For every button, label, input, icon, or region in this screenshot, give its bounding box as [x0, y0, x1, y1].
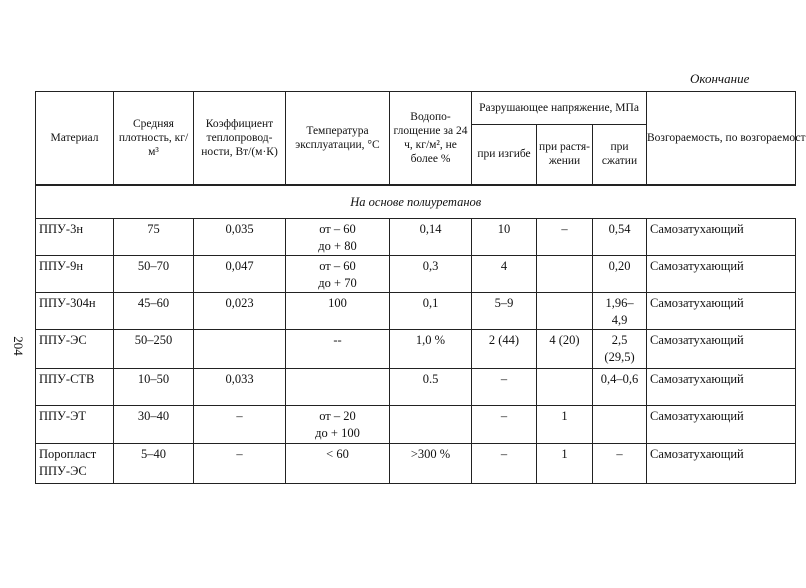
cell-water-absorption: [390, 405, 472, 443]
cell-stress-compression-line-1: –: [616, 446, 623, 461]
cell-stress-compression: [593, 255, 647, 292]
cell-density: 5–40: [114, 443, 194, 483]
cell-stress-tension: [537, 292, 593, 329]
cell-stress-tension: 4 (20): [537, 329, 593, 368]
header-temperature: Температура эксплуатации, °С: [286, 92, 390, 185]
cell-temperature: [286, 368, 390, 405]
cell-conductivity: [194, 329, 286, 368]
cell-water-absorption: 0.5: [390, 368, 472, 405]
cell-stress-tension: –: [537, 218, 593, 255]
cell-water-absorption: 0,3: [390, 255, 472, 292]
table-body: [36, 185, 796, 484]
cell-temperature-line-1: от – 20: [319, 408, 356, 423]
cell-water-absorption: >300 %: [390, 443, 472, 483]
cell-flammability: Самозатухающий: [647, 405, 796, 443]
header-density: Средняя плотность, кг/м³: [114, 92, 194, 185]
header-stress-group: Разрушающее напряжение, МПа: [472, 92, 647, 125]
cell-temperature: [286, 405, 390, 443]
cell-stress-bending: 10: [472, 218, 537, 255]
table-row: [36, 292, 796, 329]
cell-stress-compression-line-1: 0,4–0,6: [600, 371, 639, 386]
cell-flammability: Самозатухающий: [647, 329, 796, 368]
header-stress-tension: при растя-жении: [537, 125, 593, 185]
cell-stress-compression-line-1: 0,54: [608, 221, 631, 236]
cell-stress-bending: –: [472, 405, 537, 443]
cell-stress-bending: 2 (44): [472, 329, 537, 368]
cell-stress-bending: –: [472, 443, 537, 483]
cell-temperature-line-1: от – 60: [319, 258, 356, 273]
cell-temperature: [286, 443, 390, 483]
cell-temperature-line-1: 100: [328, 295, 347, 310]
page-number: 204: [10, 336, 26, 356]
cell-conductivity: 0,023: [194, 292, 286, 329]
cell-conductivity: 0,047: [194, 255, 286, 292]
header-water-absorption: Водопо-глощение за 24 ч, кг/м², не более %: [390, 92, 472, 185]
cell-density: 45–60: [114, 292, 194, 329]
cell-material: ППУ-ЭС: [36, 329, 114, 368]
cell-flammability: Самозатухающий: [647, 255, 796, 292]
cell-density: 50–70: [114, 255, 194, 292]
cell-density: 10–50: [114, 368, 194, 405]
cell-material: Поропласт ППУ-ЭС: [36, 443, 114, 483]
cell-stress-compression: [593, 368, 647, 405]
cell-stress-tension: [537, 255, 593, 292]
section-title: На основе полиуретанов: [36, 185, 796, 219]
cell-temperature-line-2: до + 70: [318, 275, 357, 290]
cell-temperature-line-1: от – 60: [319, 221, 356, 236]
cell-water-absorption: 1,0 %: [390, 329, 472, 368]
table-row: [36, 329, 796, 368]
cell-density: 50–250: [114, 329, 194, 368]
cell-temperature: [286, 218, 390, 255]
header-flammability: Возгораемость, по возгораемост: [647, 92, 796, 185]
cell-material: ППУ-ЭТ: [36, 405, 114, 443]
cell-stress-bending: –: [472, 368, 537, 405]
cell-stress-compression-line-1: 2,5: [611, 332, 628, 347]
cell-stress-compression: [593, 329, 647, 368]
cell-flammability: Самозатухающий: [647, 368, 796, 405]
cell-flammability: Самозатухающий: [647, 443, 796, 483]
header-stress-bending: при изгибе: [472, 125, 537, 185]
table-row: [36, 443, 796, 483]
cell-stress-tension: 1: [537, 443, 593, 483]
properties-table: [35, 91, 806, 484]
cell-material: ППУ-3н: [36, 218, 114, 255]
cell-conductivity: 0,035: [194, 218, 286, 255]
cell-flammability: Самозатухающий: [647, 218, 796, 255]
header-conductivity: Коэффициент теплопровод-ности, Вт/(м·К): [194, 92, 286, 185]
cell-stress-compression: [593, 443, 647, 483]
cell-temperature-line-1: --: [333, 332, 342, 347]
table-row: [36, 405, 796, 443]
cell-stress-tension: 1: [537, 405, 593, 443]
cell-stress-bending: 4: [472, 255, 537, 292]
cell-temperature: [286, 255, 390, 292]
cell-temperature-line-2: до + 100: [315, 425, 360, 440]
cell-stress-compression: [593, 292, 647, 329]
cell-material: ППУ-304н: [36, 292, 114, 329]
cell-material: ППУ-9н: [36, 255, 114, 292]
cell-density: 30–40: [114, 405, 194, 443]
cell-flammability: Самозатухающий: [647, 292, 796, 329]
continuation-label: Окончание: [690, 71, 750, 86]
cell-temperature: [286, 329, 390, 368]
table-row: [36, 368, 796, 405]
cell-temperature: [286, 292, 390, 329]
cell-material: ППУ-СТВ: [36, 368, 114, 405]
cell-water-absorption: 0,14: [390, 218, 472, 255]
cell-stress-compression-line-2: (29,5): [604, 349, 635, 364]
cell-stress-compression: [593, 218, 647, 255]
cell-stress-compression-line-1: 0,20: [608, 258, 631, 273]
cell-stress-compression-line-1: 1,96–: [605, 295, 634, 310]
cell-conductivity: 0,033: [194, 368, 286, 405]
cell-water-absorption: 0,1: [390, 292, 472, 329]
table-row: [36, 255, 796, 292]
cell-temperature-line-1: < 60: [326, 446, 349, 461]
cell-stress-bending: 5–9: [472, 292, 537, 329]
cell-density: 75: [114, 218, 194, 255]
header-material: Материал: [36, 92, 114, 185]
cell-temperature-line-2: до + 80: [318, 238, 357, 253]
cell-stress-tension: [537, 368, 593, 405]
cell-conductivity: –: [194, 405, 286, 443]
cell-stress-compression-line-2: 4,9: [611, 312, 628, 327]
cell-conductivity: –: [194, 443, 286, 483]
cell-stress-compression: [593, 405, 647, 443]
header-stress-compression: при сжатии: [593, 125, 647, 185]
table-row: [36, 218, 796, 255]
